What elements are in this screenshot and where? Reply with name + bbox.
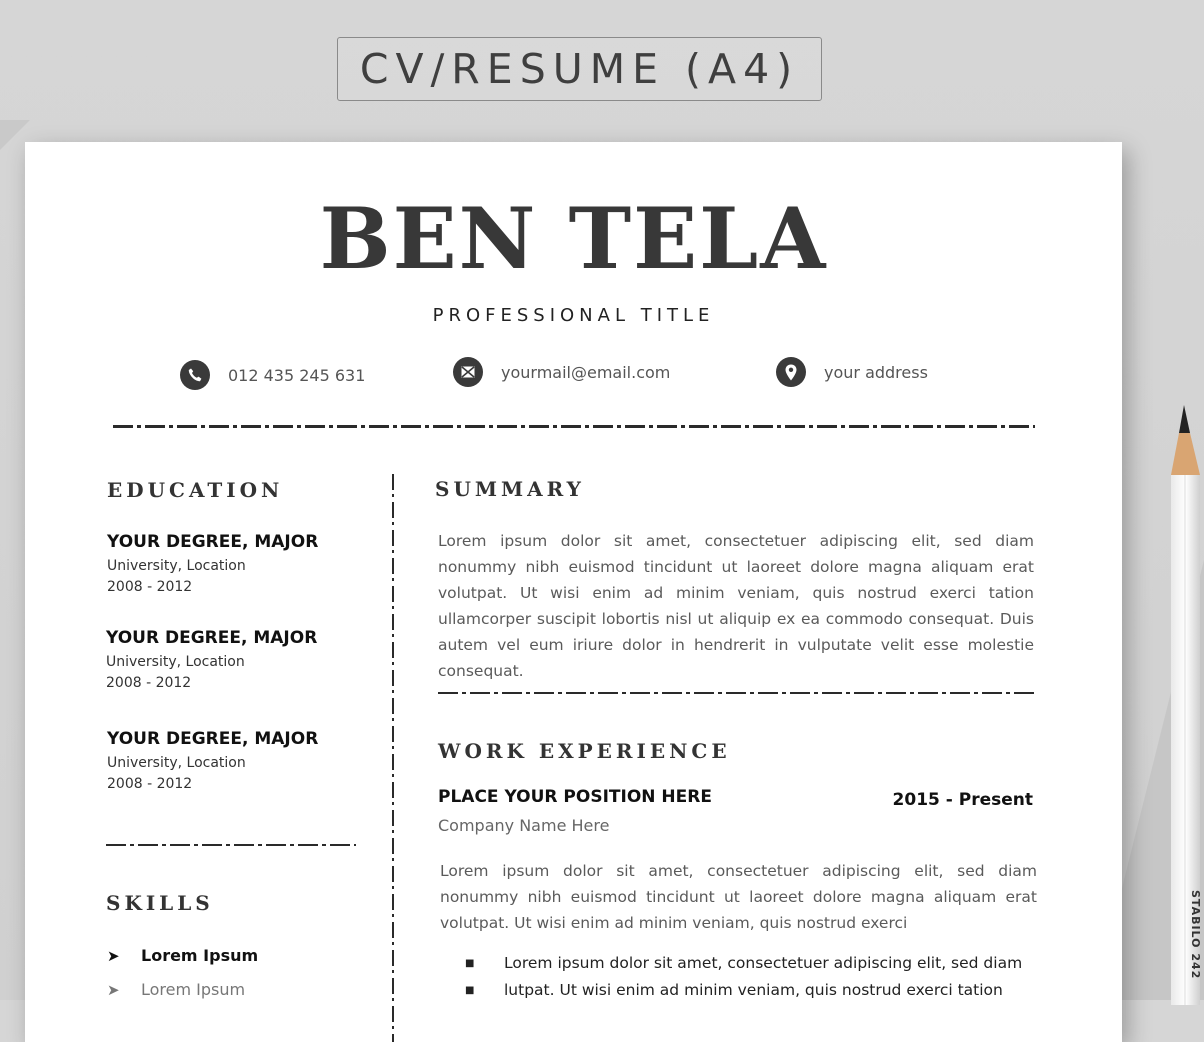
skill-label: Lorem Ipsum xyxy=(141,980,246,999)
work-heading: WORK EXPERIENCE xyxy=(438,739,731,763)
summary-heading: SUMMARY xyxy=(435,477,585,501)
degree-title: YOUR DEGREE, MAJOR xyxy=(106,628,318,648)
summary-divider xyxy=(438,692,1034,694)
degree-years: 2008 - 2012 xyxy=(107,776,193,792)
resume-page xyxy=(25,142,1122,1042)
phone-icon xyxy=(180,360,210,390)
address-text: your address xyxy=(824,362,928,382)
work-bullets xyxy=(465,950,1045,1004)
skill-item xyxy=(107,980,245,999)
skills-heading: SKILLS xyxy=(106,891,214,915)
education-item xyxy=(107,532,318,595)
degree-title: YOUR DEGREE, MAJOR xyxy=(107,532,319,552)
banner-title: CV/RESUME (A4) xyxy=(337,37,822,101)
square-bullet-icon: ■ xyxy=(465,985,475,996)
contact-email xyxy=(453,357,670,387)
skill-item xyxy=(107,946,258,965)
degree-school: University, Location xyxy=(106,654,245,670)
position-title: PLACE YOUR POSITION HERE xyxy=(438,787,712,807)
contact-phone xyxy=(180,360,365,390)
education-divider xyxy=(106,844,356,846)
column-divider xyxy=(392,474,394,1042)
position-period: 2015 - Present xyxy=(892,790,1033,810)
candidate-name: BEN TELA xyxy=(319,189,828,288)
work-description: Lorem ipsum dolor sit amet, consectetuer adipiscing elit, sed diam nonummy nibh euismod tincidunt ut laoreet dolore magna aliquam erat volutpat. Ut wisi enim ad minim veniam, quis nostrud exerci xyxy=(440,862,1037,932)
header-divider xyxy=(113,425,1035,428)
degree-years: 2008 - 2012 xyxy=(107,579,193,595)
degree-years: 2008 - 2012 xyxy=(106,675,192,691)
education-item xyxy=(107,729,318,792)
list-item xyxy=(465,950,1045,977)
pencil-brand-label: STABILO 242 xyxy=(1189,890,1202,980)
bullet-text: Lorem ipsum dolor sit amet, consectetuer adipiscing elit, sed diam xyxy=(504,954,1023,972)
mail-icon xyxy=(453,357,483,387)
arrow-icon: ➤ xyxy=(107,980,120,999)
square-bullet-icon: ■ xyxy=(465,958,475,969)
phone-number: 012 435 245 631 xyxy=(228,365,366,385)
degree-school: University, Location xyxy=(107,558,246,574)
degree-school: University, Location xyxy=(107,755,246,771)
education-item xyxy=(106,628,317,691)
professional-title: PROFESSIONAL TITLE xyxy=(432,305,715,326)
education-heading: EDUCATION xyxy=(107,478,284,502)
degree-title: YOUR DEGREE, MAJOR xyxy=(107,729,319,749)
skill-label: Lorem Ipsum xyxy=(141,946,259,965)
location-icon xyxy=(776,357,806,387)
email-address: yourmail@email.com xyxy=(501,362,671,382)
company-name: Company Name Here xyxy=(438,816,610,835)
arrow-icon: ➤ xyxy=(107,946,120,965)
summary-text: Lorem ipsum dolor sit amet, consectetuer adipiscing elit, sed diam nonummy nibh euismod tincidunt ut laoreet dolore magna aliquam erat volutpat. Ut wisi enim ad minim veniam, quis nostrud exerci tation ullamcorper suscipit lobortis nisl ut aliquip ex ea commodo consequat. Duis autem vel eum iriure dolor in hendrerit in vulputate velit esse molestie consequat. xyxy=(438,532,1034,680)
bullet-text: lutpat. Ut wisi enim ad minim veniam, quis nostrud exerci tation xyxy=(504,981,1003,999)
contact-address xyxy=(776,357,928,387)
